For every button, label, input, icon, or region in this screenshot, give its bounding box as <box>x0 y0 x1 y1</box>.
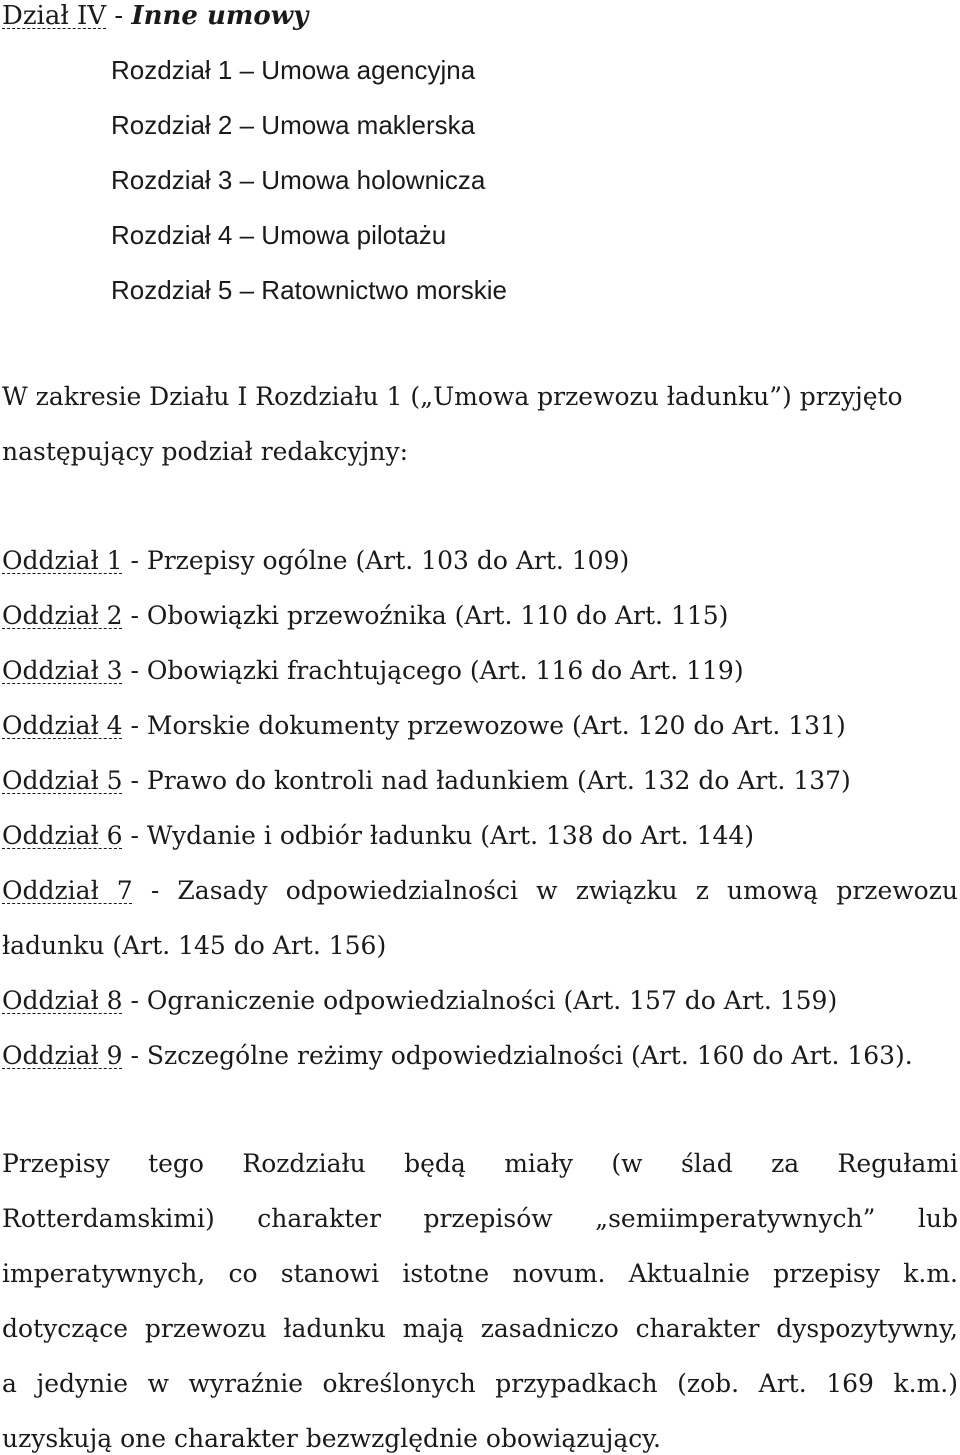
section-item <box>2 875 958 907</box>
section-label: Oddział 7 <box>2 876 133 905</box>
chapter-item: Rozdział 2 – Umowa maklerska <box>111 110 476 140</box>
section-label: Oddział 1 <box>2 546 123 575</box>
intro-line: następujący podział redakcyjny: <box>2 437 409 466</box>
section-text: - Wydanie i odbiór ładunku (Art. 138 do Art. 144) <box>122 821 755 850</box>
chapter-item: Rozdział 5 – Ratownictwo morskie <box>111 275 507 305</box>
section-item <box>2 820 754 852</box>
section-heading <box>2 0 308 32</box>
section-text: - Szczególne reżimy odpowiedzialności (Art. 160 do Art. 163). <box>122 1041 913 1070</box>
paragraph-line: uzyskują one charakter bezwzględnie obowiązujący. <box>2 1424 661 1453</box>
heading-separator: - <box>106 1 132 31</box>
section-label: Oddział 2 <box>2 601 123 630</box>
section-label: Oddział 4 <box>2 711 123 740</box>
section-text: - Zasady odpowiedzialności w związku z umową przewozu <box>132 876 958 905</box>
section-item <box>2 545 629 577</box>
paragraph-line: a jedynie w wyraźnie określonych przypadkach (zob. Art. 169 k.m.) <box>2 1369 958 1398</box>
paragraph-line: dotyczące przewozu ładunku mają zasadniczo charakter dyspozytywny, <box>2 1314 958 1343</box>
section-label: Oddział 8 <box>2 986 123 1015</box>
heading-label: Dział IV <box>2 1 107 31</box>
section-text: - Przepisy ogólne (Art. 103 do Art. 109) <box>122 546 630 575</box>
chapter-item: Rozdział 4 – Umowa pilotażu <box>111 220 447 250</box>
section-item <box>2 710 846 742</box>
paragraph-line: Rotterdamskimi) charakter przepisów „semiimperatywnych” lub <box>2 1204 958 1233</box>
section-text: - Morskie dokumenty przewozowe (Art. 120 do Art. 131) <box>122 711 846 740</box>
section-text: - Obowiązki przewoźnika (Art. 110 do Art. 115) <box>122 601 729 630</box>
intro-line: W zakresie Działu I Rozdziału 1 („Umowa przewozu ładunku”) przyjęto <box>2 382 903 411</box>
section-label: Oddział 3 <box>2 656 123 685</box>
section-item <box>2 765 851 797</box>
chapter-item: Rozdział 3 – Umowa holownicza <box>111 165 486 195</box>
section-text: - Obowiązki frachtującego (Art. 116 do Art. 119) <box>122 656 744 685</box>
section-item <box>2 655 744 687</box>
section-text: - Prawo do kontroli nad ładunkiem (Art. 132 do Art. 137) <box>122 766 851 795</box>
section-label: Oddział 6 <box>2 821 123 850</box>
section-text: - Ograniczenie odpowiedzialności (Art. 157 do Art. 159) <box>122 986 838 1015</box>
section-label: Oddział 9 <box>2 1041 123 1070</box>
section-label: Oddział 5 <box>2 766 123 795</box>
paragraph-line: Przepisy tego Rozdziału będą miały (w ślad za Regułami <box>2 1149 958 1178</box>
heading-title: Inne umowy <box>131 1 309 31</box>
section-item <box>2 1040 913 1072</box>
paragraph-line: imperatywnych, co stanowi istotne novum. Aktualnie przepisy k.m. <box>2 1259 958 1288</box>
section-continuation: ładunku (Art. 145 do Art. 156) <box>2 931 387 960</box>
chapter-item: Rozdział 1 – Umowa agencyjna <box>111 55 476 85</box>
section-item <box>2 985 837 1017</box>
section-item <box>2 600 728 632</box>
